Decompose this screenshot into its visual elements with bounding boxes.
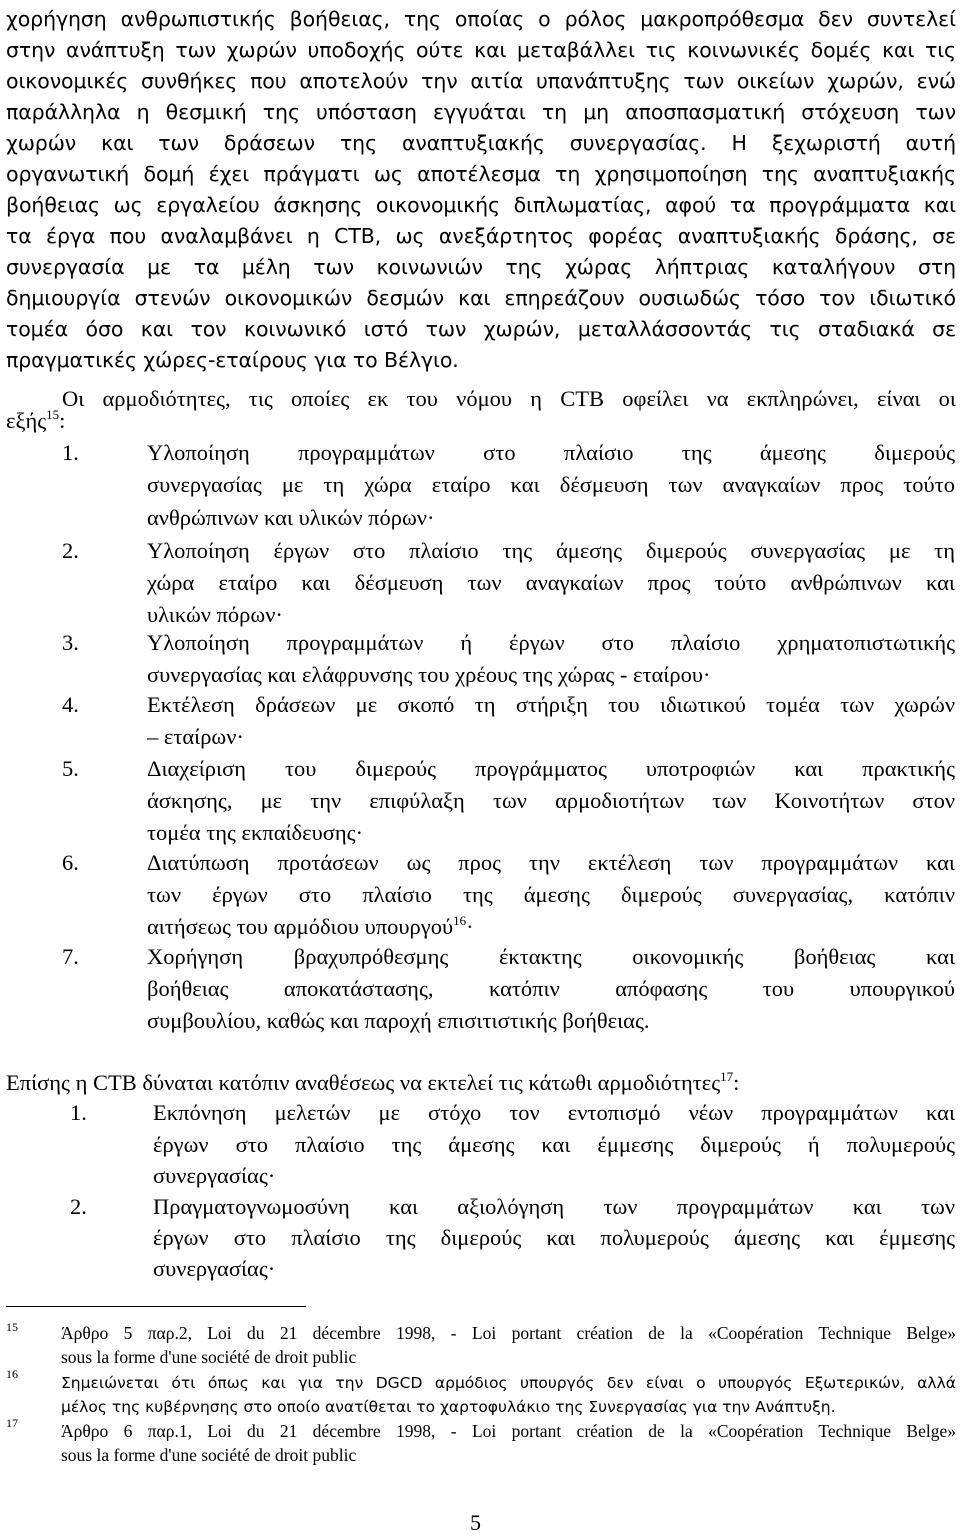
competences-intro-line2 [6, 404, 956, 437]
competences-intro-line1: Οι αρμοδιότητες, τις οποίες εκ του νόμου η CTB οφείλει να εκπληρώνει, είναι οι [62, 386, 956, 411]
list-item-number: 1. [62, 440, 79, 465]
intro-line: τομέα όσο και τον κοινωνικό ιστό των χωρών, μεταλλάσσοντάς τις σταδιακά σε [6, 317, 956, 341]
list-item-line [147, 910, 955, 943]
list-item-line: συνεργασίας· [153, 1256, 276, 1281]
list-item-number: 4. [62, 692, 79, 717]
competences-word: εξής [6, 408, 47, 433]
list-item-line: Χορήγηση βραχυπρόθεσμης έκτακτης οικονομικής βοήθειας και [147, 944, 955, 969]
list-item-line: ανθρώπινων και υλικών πόρων· [147, 505, 435, 530]
footnote-line: Άρθρο 6 παρ.1, Loi du 21 décembre 1998, - Loi portant création de la «Coopération Technique Belge» [61, 1421, 956, 1441]
colon: : [59, 408, 66, 433]
intro-paragraph [6, 4, 956, 376]
intro-line: οργανωτική δομή έχει πράγματι ως αποτέλεσμα τη χρησιμοποίηση της αναπτυξιακής [6, 162, 956, 186]
list-item-number: 6. [62, 850, 79, 875]
intro-line: βοήθειας ως εργαλείου άσκησης οικονομικής διπλωματίας, αφού τα προγράμματα και [6, 193, 956, 217]
list-item-line: τομέα της εκπαίδευσης· [147, 820, 364, 845]
list-item-line: Υλοποίηση προγραμμάτων στο πλαίσιο της άμεσης διμερούς [147, 440, 955, 465]
intro-line: δημιουργία στενών οικονομικών δεσμών και επηρεάζουν ουσιωδώς τόσο τον ιδιωτικό [6, 286, 956, 310]
list-item-line: συμβουλίου, καθώς και παροχή επισιτιστικής βοήθειας. [147, 1008, 650, 1033]
footnote-line: sous la forme d'une société de droit public [61, 1445, 357, 1465]
footnote-line: Άρθρο 5 παρ.2, Loi du 21 décembre 1998, - Loi portant création de la «Coopération Technique Belge» [61, 1323, 956, 1343]
list-item-number: 2. [62, 538, 79, 563]
list-item-line: Υλοποίηση έργων στο πλαίσιο της άμεσης διμερούς συνεργασίας με τη [147, 538, 955, 563]
list-item-line: Διαχείριση του διμερούς προγράμματος υποτροφιών και πρακτικής [147, 756, 955, 781]
list-item-line: Εκπόνηση μελετών με στόχο τον εντοπισμό νέων προγραμμάτων και [153, 1100, 955, 1125]
list-item-line: των έργων στο πλαίσιο της άμεσης διμερούς συνεργασίας, κατόπιν [147, 882, 955, 907]
footnote-ref-16[interactable]: 16 [453, 913, 467, 928]
colon: : [733, 1070, 740, 1095]
footnote-number: 16 [6, 1367, 18, 1381]
list-item-line: – εταίρων· [147, 724, 244, 749]
footnote-number: 17 [6, 1416, 18, 1430]
footnote-line: Σημειώνεται ότι όπως και για την DGCD αρμόδιος υπουργός δεν είναι ο υπουργός Εξωτερικών, αλλά [61, 1374, 956, 1392]
page-number: 5 [470, 1510, 481, 1535]
list-item-line: χώρα εταίρο και δέσμευση των αναγκαίων προς τούτο ανθρώπινων και [147, 570, 955, 595]
list-item-line: Υλοποίηση προγραμμάτων ή έργων στο πλαίσιο χρηματοπιστωτικής [147, 630, 955, 655]
list-item-text: αιτήσεως του αρμόδιου υπουργού [147, 914, 454, 939]
list-item-tail: · [466, 914, 474, 939]
intro-line: οικονομικές συνθήκες που αποτελούν την αιτία υπανάπτυξης των οικείων χωρών, ενώ [6, 69, 956, 93]
intro-line: χορήγηση ανθρωπιστικής βοήθειας, της οποίας ο ρόλος μακροπρόθεσμα δεν συντελεί [6, 7, 956, 31]
list-item-number: 5. [62, 756, 79, 781]
list-item-line: Εκτέλεση δράσεων με σκοπό τη στήριξη του ιδιωτικού τομέα των χωρών [147, 692, 955, 717]
footnote-ref-17[interactable]: 17 [720, 1069, 734, 1084]
list-item-line: συνεργασίας· [153, 1163, 276, 1188]
list-item-line: υλικών πόρων· [147, 602, 283, 627]
list-item-number: 1. [70, 1100, 87, 1125]
list-item-line: έργων στο πλαίσιο της διμερούς και πολυμερούς άμεσης και έμμεσης [153, 1225, 955, 1250]
intro-line: συνεργασία με τα μέλη των κοινωνιών της χώρας λήπτριας καταλήγουν στη [6, 255, 956, 279]
list-item-line: βοήθειας αποκατάστασης, κατόπιν απόφασης του υπουργικού [147, 976, 955, 1001]
list-item-line: άσκησης, με την επιφύλαξη των αρμοδιοτήτων των Κοινοτήτων στον [147, 788, 955, 813]
list-item-number: 7. [62, 944, 79, 969]
footnote-number: 15 [6, 1320, 18, 1334]
intro-line: χωρών και των δράσεων της αναπτυξιακής συνεργασίας. Η ξεχωριστή αυτή [6, 131, 956, 155]
footnote-separator [6, 1306, 306, 1307]
footnote-line: sous la forme d'une société de droit public [61, 1347, 357, 1367]
list-item-line: συνεργασίας με τη χώρα εταίρο και δέσμευση των αναγκαίων προς τούτο [147, 472, 955, 497]
additional-competences-intro [6, 1066, 956, 1099]
additional-intro-text: Επίσης η CTB δύναται κατόπιν αναθέσεως να εκτελεί τις κάτωθι αρμοδιότητες [6, 1070, 721, 1095]
list-item-line: έργων στο πλαίσιο της άμεσης και έμμεσης διμερούς ή πολυμερούς [153, 1132, 955, 1157]
list-item-line: Πραγματογνωμοσύνη και αξιολόγηση των προγραμμάτων και των [153, 1194, 955, 1219]
intro-line: παράλληλα η θεσμική της υπόσταση εγγυάται τη μη αποσπασματική στόχευση των [6, 100, 956, 124]
list-item-number: 3. [62, 630, 79, 655]
intro-line: στην ανάπτυξη των χωρών υποδοχής ούτε και μεταβάλλει τις κοινωνικές δομές και τις [6, 38, 956, 62]
intro-line: πραγματικές χώρες-εταίρους για το Βέλγιο. [6, 348, 459, 372]
footnote-ref-15[interactable]: 15 [46, 407, 60, 422]
list-item-line: Διατύπωση προτάσεων ως προς την εκτέλεση των προγραμμάτων και [147, 850, 955, 875]
footnote-line: μέλος της κυβέρνησης στο οποίο ανατίθεται το χαρτοφυλάκιο της Συνεργασίας για την Ανάπτυξη. [61, 1398, 836, 1416]
list-item-line: συνεργασίας και ελάφρυνσης του χρέους της χώρας - εταίρου· [147, 662, 711, 687]
list-item-number: 2. [70, 1194, 87, 1219]
intro-line: τα έργα που αναλαμβάνει η CTB, ως ανεξάρτητος φορέας αναπτυξιακής δράσης, σε [6, 224, 956, 248]
